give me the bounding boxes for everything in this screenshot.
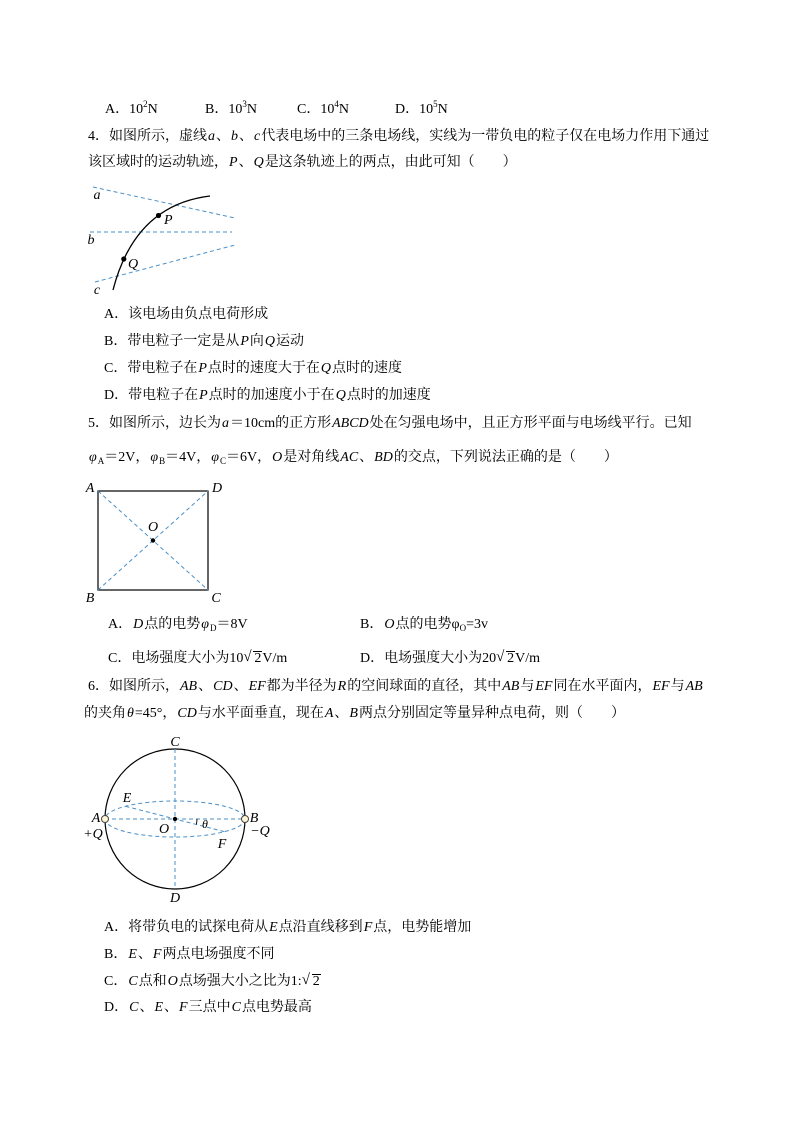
text-run: =45°， [134, 706, 177, 721]
label-corner-a: A [85, 481, 95, 496]
subscript: O [459, 623, 467, 633]
label-angle-theta: θ [202, 817, 208, 831]
text-run: 点时的加速度 [346, 388, 431, 403]
text-run: 、 [164, 1000, 179, 1015]
q6-stem-line-1 [88, 677, 704, 697]
italic-symbol: B [349, 706, 358, 721]
square-root: √ 2 [506, 651, 515, 666]
italic-symbol: P [229, 155, 238, 170]
square-root: √ 2 [312, 974, 321, 989]
label-center-o: O [147, 520, 159, 535]
text-run: D． [104, 1000, 129, 1015]
text-run: A． [108, 617, 133, 632]
superscript: 2 [143, 99, 148, 109]
field-line-c [95, 245, 235, 282]
text-run: D．10 [395, 102, 434, 117]
label-point-d: D [169, 891, 181, 906]
text-run: B．10 [205, 102, 243, 117]
q5-stem-line-2 [88, 448, 618, 468]
charge-marker-b [242, 816, 249, 823]
italic-symbol: ABCD [332, 416, 369, 431]
q4-option-c [104, 359, 402, 379]
italic-symbol: AB [502, 679, 520, 694]
q6-figure-sphere [78, 730, 278, 912]
point-q-dot [121, 256, 126, 261]
text-run: 点时的速度 [332, 361, 403, 376]
text-run: N [338, 102, 349, 117]
text-run: 两点电场强度不同 [162, 947, 275, 962]
label-corner-d: D [211, 481, 223, 496]
text-run: 点的电势 [144, 617, 201, 632]
italic-symbol: BD [374, 450, 393, 465]
label-point-q: Q [128, 257, 139, 272]
label-center-o: O [158, 822, 170, 837]
italic-symbol: φ [211, 450, 220, 465]
q5-option-b [360, 615, 488, 635]
italic-symbol: c [254, 129, 261, 144]
text-run: 与水平面垂直，现在 [197, 706, 324, 721]
text-run: D．带电粒子在 [104, 388, 199, 403]
text-run: A．10 [105, 102, 144, 117]
subscript: A [97, 456, 105, 466]
label-corner-b: B [85, 591, 95, 606]
italic-symbol: φ [201, 617, 209, 632]
italic-symbol: R [337, 679, 347, 694]
italic-symbol: E [269, 920, 278, 935]
q4-figure-field-lines [80, 180, 250, 302]
q6-option-d [104, 998, 312, 1018]
italic-symbol: C [231, 1000, 241, 1015]
text-run: 、 [139, 1000, 154, 1015]
q3-option-b [205, 100, 257, 120]
superscript: 3 [242, 99, 247, 109]
text-run: ＝8V [216, 617, 248, 632]
square-root: √ 2 [253, 651, 262, 666]
italic-symbol: A [324, 706, 334, 721]
subscript: D [210, 623, 217, 633]
charge-marker-a [102, 816, 109, 823]
italic-symbol: Q [253, 155, 264, 170]
text-run: V/m [262, 651, 288, 666]
text-run: 运动 [276, 334, 305, 349]
text-run: 三点中 [188, 1000, 231, 1015]
label-point-e: E [122, 791, 132, 806]
text-run: A．将带负电的试探电荷从 [104, 920, 269, 935]
italic-symbol: φ [150, 450, 159, 465]
text-run: V/m [515, 651, 541, 666]
text-run: 4．如图所示，虚线 [88, 129, 207, 144]
italic-symbol: O [272, 450, 283, 465]
label-line-b: b [87, 233, 95, 248]
text-run: 与 [520, 679, 535, 694]
label-point-a: A [91, 811, 101, 826]
text-run: 处在匀强电场中，且正方形平面与电场线平行。已知 [369, 416, 692, 431]
q6-option-a [104, 918, 471, 938]
italic-symbol: F [179, 1000, 188, 1015]
q4-option-d [104, 386, 431, 406]
label-charge-b: −Q [250, 824, 270, 839]
text-run: C．10 [297, 102, 335, 117]
text-run: 的空间球面的直径，其中 [347, 679, 502, 694]
text-run: 同在水平面内， [553, 679, 652, 694]
italic-symbol: a [208, 129, 215, 144]
label-line-c: c [93, 283, 101, 298]
text-run: D．电场强度大小为20 [360, 651, 497, 666]
italic-symbol: P [199, 388, 208, 403]
label-charge-a: +Q [83, 827, 103, 842]
text-run: 点场强大小之比为1: [178, 974, 302, 989]
text-run: 、 [359, 450, 374, 465]
text-run: 点沿直线移到 [278, 920, 363, 935]
text-run: 点和 [138, 974, 167, 989]
text-run: 都为半径为 [266, 679, 337, 694]
angle-theta-arc [196, 819, 197, 825]
italic-symbol: P [198, 361, 207, 376]
text-run: 两点分别固定等量异种点电荷，则（ ） [358, 706, 625, 721]
italic-symbol: O [167, 974, 178, 989]
q5-stem-line-1 [88, 414, 692, 434]
q3-option-d [395, 100, 448, 120]
text-run: 是对角线 [283, 450, 340, 465]
italic-symbol: a [222, 416, 229, 431]
text-run: 6．如图所示， [88, 679, 179, 694]
italic-symbol: EF [652, 679, 670, 694]
italic-symbol: AB [180, 679, 198, 694]
subscript: B [159, 456, 166, 466]
italic-symbol: AB [685, 679, 703, 694]
superscript: 4 [334, 99, 339, 109]
text-run: 、 [198, 679, 213, 694]
text-run: C．电场强度大小为10 [108, 651, 244, 666]
italic-symbol: Q [335, 388, 346, 403]
italic-symbol: F [363, 920, 373, 935]
text-run: 、 [233, 679, 248, 694]
italic-symbol: EF [248, 679, 266, 694]
label-point-p: P [164, 213, 173, 228]
text-run: N [147, 102, 158, 117]
superscript: 5 [433, 99, 438, 109]
text-run: 是这条轨迹上的两点，由此可知（ ） [264, 155, 517, 170]
text-run: ＝10cm的正方形 [230, 416, 332, 431]
text-run: 、 [137, 947, 152, 962]
text-run: 点电势最高 [241, 1000, 312, 1015]
text-run: ＝2V， [104, 450, 150, 465]
q3-option-c [297, 100, 349, 120]
text-run: 的交点，下列说法正确的是（ ） [393, 450, 618, 465]
text-run: C．带电粒子在 [104, 361, 198, 376]
italic-symbol: φ [89, 450, 97, 465]
text-run: B．带电粒子一定是从 [104, 334, 240, 349]
text-run: 的夹角 [84, 706, 126, 721]
q4-option-b [104, 332, 304, 352]
label-point-c: C [170, 735, 180, 750]
label-point-b: B [249, 811, 259, 826]
italic-symbol: C [129, 1000, 139, 1015]
italic-symbol: F [152, 947, 162, 962]
italic-symbol: AC [340, 450, 359, 465]
italic-symbol: CD [213, 679, 233, 694]
text-run: B． [360, 617, 384, 632]
text-run: 该区域时的运动轨迹， [88, 155, 228, 170]
text-run: N [246, 102, 257, 117]
text-run: 与 [670, 679, 685, 694]
text-run: 点，电势能增加 [373, 920, 472, 935]
italic-symbol: E [154, 1000, 164, 1015]
text-run: 5．如图所示，边长为 [88, 416, 221, 431]
point-p-dot [156, 213, 161, 218]
q6-option-c [104, 972, 321, 992]
q6-stem-line-2 [84, 704, 625, 724]
italic-symbol: O [384, 617, 395, 632]
text-run: 、 [238, 155, 253, 170]
label-corner-c: C [211, 591, 221, 606]
text-run: A．该电场由负点电荷形成 [104, 307, 269, 322]
italic-symbol: θ [127, 706, 134, 721]
label-point-f: F [217, 837, 227, 852]
italic-symbol: Q [264, 334, 276, 349]
subscript: C [220, 456, 227, 466]
particle-trajectory [113, 196, 210, 290]
text-run: 、 [216, 129, 230, 144]
q3-option-a [105, 100, 158, 120]
italic-symbol: Q [320, 361, 332, 376]
text-run: 点时的加速度小于在 [208, 388, 335, 403]
text-run: C． [104, 974, 128, 989]
text-run: B． [104, 947, 128, 962]
label-line-a: a [93, 188, 101, 203]
text-run: 点时的速度大于在 [207, 361, 320, 376]
text-run: 、 [239, 129, 253, 144]
italic-symbol: D [133, 617, 144, 632]
text-run: =3v [466, 617, 488, 632]
q4-stem-line-2 [88, 153, 517, 173]
q5-figure-square [80, 478, 230, 608]
q4-stem-line-1 [88, 127, 709, 147]
text-run: ＝4V， [165, 450, 211, 465]
text-run: 点的电势φ [395, 617, 460, 632]
text-run: 、 [334, 706, 349, 721]
italic-symbol: b [231, 129, 238, 144]
q5-option-a [108, 615, 248, 635]
center-o-dot [151, 538, 155, 542]
q5-option-c [108, 649, 287, 669]
italic-symbol: CD [177, 706, 197, 721]
text-run: 代表电场中的三条电场线，实线为一带负电的粒子仅在电场力作用下通过 [261, 129, 710, 144]
italic-symbol: C [128, 974, 138, 989]
text-run: ＝6V， [226, 450, 272, 465]
italic-symbol: E [128, 947, 137, 962]
italic-symbol: P [240, 334, 249, 349]
center-o-dot [173, 817, 177, 821]
italic-symbol: EF [535, 679, 553, 694]
q4-option-a [104, 305, 268, 325]
q5-option-d [360, 649, 540, 669]
text-run: 向 [249, 334, 264, 349]
text-run: N [437, 102, 448, 117]
q6-option-b [104, 945, 274, 965]
